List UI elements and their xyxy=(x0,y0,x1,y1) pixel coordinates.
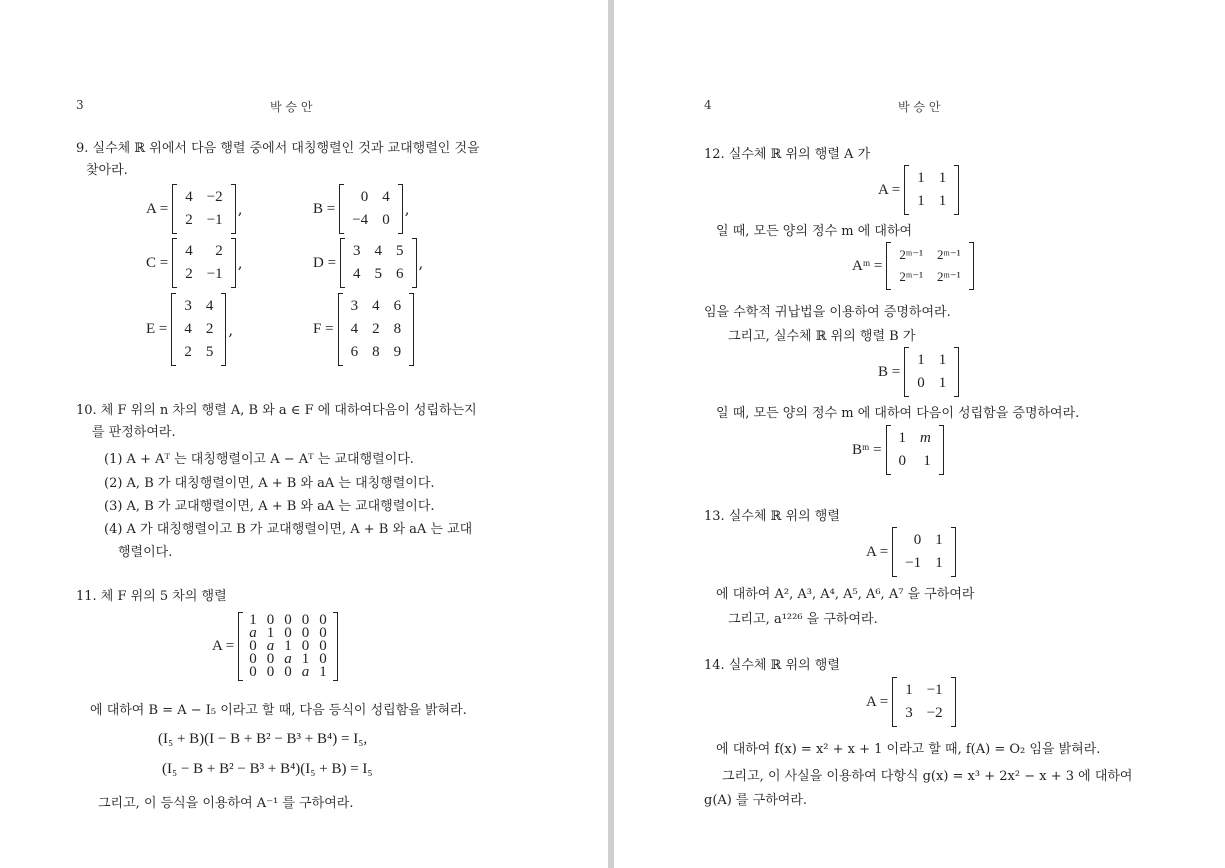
matrix-Bm-12: Bᵐ = 1 m 0 1 xyxy=(852,425,944,475)
matrix-A-13: A = 0 1 −1 1 xyxy=(866,527,956,577)
page-number: 4 xyxy=(704,98,712,112)
problem-13-line3: 그리고, a¹²²⁶ 을 구하여라. xyxy=(728,612,878,627)
problem-12-line3: 임을 수학적 귀납법을 이용하여 증명하여라. xyxy=(704,305,951,320)
problem-14-line4: g(A) 를 구하여라. xyxy=(704,793,808,808)
page-number: 3 xyxy=(76,98,84,112)
matrix-A-11: A = 1 0 0 0 0 a 1 0 0 0 0 a 1 0 0 0 0 a 1 0 0 0 0 a 1 xyxy=(212,612,338,681)
problem-11-eq2: (I₅ − B + B² − B³ + B⁴)(I₅ + B) = I₅ xyxy=(162,761,373,777)
matrix-F-9: F = 3 4 6 4 2 8 6 8 9 xyxy=(313,293,416,366)
problem-11-line2: 에 대하여 B = A − I₅ 이라고 할 때, 다음 등식이 성립함을 밝혀라. xyxy=(90,703,467,718)
problem-14-line1: 14. 실수체 ℝ 위의 행렬 xyxy=(704,658,840,673)
problem-10-item-3: (3) A, B 가 교대행렬이면, A + B 와 aA 는 교대행렬이다. xyxy=(104,499,435,514)
matrix-A-14: A = 1 −1 3 −2 xyxy=(866,677,956,727)
problem-12-line2: 일 때, 모든 양의 정수 m 에 대하여 xyxy=(716,224,913,239)
problem-10-item-1: (1) A + Aᵀ 는 대칭행렬이고 A − Aᵀ 는 교대행렬이다. xyxy=(104,452,414,467)
problem-14-line2: 에 대하여 f(x) = x² + x + 1 이라고 할 때, f(A) = O₂ 임을 밝혀라. xyxy=(716,742,1101,757)
header-title: 박 승 안 xyxy=(898,100,941,114)
problem-9-line1: 9. 실수체 ℝ 위에서 다음 행렬 중에서 대칭행렬인 것과 교대행렬인 것을 xyxy=(76,141,480,156)
matrix-B-9: B = 0 4 −4 0 , xyxy=(313,184,409,234)
problem-9-line2: 찾아라. xyxy=(86,163,128,178)
matrix-B-12: B = 1 1 0 1 xyxy=(878,347,959,397)
matrix-Am-12: Aᵐ = 2ᵐ⁻¹ 2ᵐ⁻¹ 2ᵐ⁻¹ 2ᵐ⁻¹ xyxy=(852,242,974,290)
problem-13-line1: 13. 실수체 ℝ 위의 행렬 xyxy=(704,509,840,524)
matrix-A-12: A = 1 1 1 1 xyxy=(878,165,959,215)
matrix-E-9: E = 3 4 4 2 2 5 , xyxy=(146,293,233,366)
problem-12-line1: 12. 실수체 ℝ 위의 행렬 A 가 xyxy=(704,147,871,162)
problem-11-eq1: (I₅ + B)(I − B + B² − B³ + B⁴) = I₅, xyxy=(158,731,368,747)
matrix-D-9: D = 3 4 5 4 5 6 , xyxy=(313,238,423,288)
problem-10-line1: 10. 체 F 위의 n 차의 행렬 A, B 와 a ∈ F 에 대하여다음이 성립하는지 xyxy=(76,403,477,418)
problem-11-line1: 11. 체 F 위의 5 차의 행렬 xyxy=(76,589,227,604)
problem-12-line4: 그리고, 실수체 ℝ 위의 행렬 B 가 xyxy=(728,329,916,344)
problem-10-item-4: (4) A 가 대칭행렬이고 B 가 교대행렬이면, A + B 와 aA 는 교대 xyxy=(104,522,473,537)
problem-10-item-4-cont: 행렬이다. xyxy=(118,545,173,560)
left-page xyxy=(0,0,608,868)
problem-12-line5: 일 때, 모든 양의 정수 m 에 대하여 다음이 성립함을 증명하여라. xyxy=(716,406,1080,421)
problem-10-line2: 를 판정하여라. xyxy=(92,425,176,440)
header-title: 박 승 안 xyxy=(270,100,313,114)
matrix-C-9: C = 4 2 2 −1 , xyxy=(146,238,242,288)
problem-10-item-2: (2) A, B 가 대칭행렬이면, A + B 와 aA 는 대칭행렬이다. xyxy=(104,476,435,491)
problem-14-line3: 그리고, 이 사실을 이용하여 다항식 g(x) = x³ + 2x² − x + 3 에 대하여 xyxy=(722,769,1133,784)
problem-13-line2: 에 대하여 A², A³, A⁴, A⁵, A⁶, A⁷ 을 구하여라 xyxy=(716,587,975,602)
problem-11-line3: 그리고, 이 등식을 이용하여 A⁻¹ 를 구하여라. xyxy=(98,796,354,811)
right-page xyxy=(614,0,1225,868)
matrix-A-9: A = 4 −2 2 −1 , xyxy=(146,184,242,234)
